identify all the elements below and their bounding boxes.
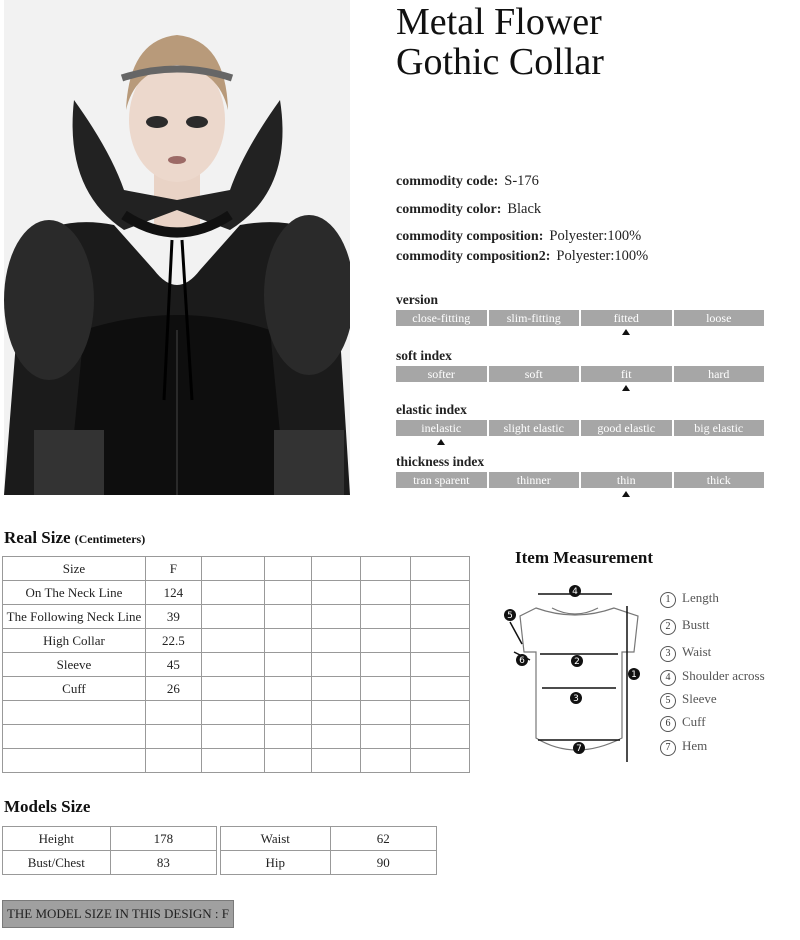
legend-number: 6 — [660, 716, 676, 732]
legend-number: 4 — [660, 670, 676, 686]
table-cell: 39 — [145, 605, 201, 629]
table-row — [3, 629, 470, 653]
legend-item-hem — [660, 738, 707, 756]
table-row — [3, 701, 470, 725]
index-option: close-fitting — [396, 310, 487, 326]
table-cell: 26 — [145, 677, 201, 701]
table-header-cell: Size — [3, 557, 146, 581]
table-cell: 62 — [330, 827, 436, 851]
legend-number: 1 — [660, 592, 676, 608]
legend-number: 7 — [660, 740, 676, 756]
index-option: slim-fitting — [489, 310, 580, 326]
models-size-title: Models Size — [4, 797, 91, 816]
real-size-title — [4, 528, 145, 548]
index-bar-version — [396, 310, 764, 326]
real-size-heading: Real Size — [4, 528, 71, 547]
table-row — [3, 605, 470, 629]
table-cell: Bust/Chest — [3, 851, 111, 875]
spec-label: commodity composition2: — [396, 249, 551, 264]
svg-text:6: 6 — [519, 656, 525, 666]
index-label-soft: soft index — [396, 348, 452, 363]
spec-label: commodity composition: — [396, 229, 544, 244]
title-line-2: Gothic Collar — [396, 41, 604, 83]
index-option-selected: fit — [581, 366, 672, 382]
table-cell: 83 — [110, 851, 216, 875]
table-cell: 90 — [330, 851, 436, 875]
index-option: tran sparent — [396, 472, 487, 488]
index-option-selected: inelastic — [396, 420, 487, 436]
table-row — [221, 827, 437, 851]
table-cell: High Collar — [3, 629, 146, 653]
legend-item-bust — [660, 617, 709, 635]
svg-text:2: 2 — [574, 657, 580, 667]
index-bar-thickness — [396, 472, 764, 488]
legend-item-length — [660, 590, 719, 608]
spec-composition — [396, 228, 641, 245]
legend-label: Cuff — [682, 714, 706, 729]
item-measurement-title: Item Measurement — [515, 548, 654, 567]
spec-label: commodity code: — [396, 174, 499, 189]
table-row — [3, 677, 470, 701]
table-row — [3, 851, 217, 875]
table-cell: On The Neck Line — [3, 581, 146, 605]
real-size-table — [2, 556, 470, 773]
svg-text:5: 5 — [507, 611, 513, 621]
table-cell: 178 — [110, 827, 216, 851]
index-option: thick — [674, 472, 765, 488]
product-photo — [4, 0, 350, 495]
index-option: loose — [674, 310, 765, 326]
real-size-unit: (Centimeters) — [74, 532, 146, 546]
svg-text:4: 4 — [572, 587, 578, 597]
table-row — [221, 851, 437, 875]
table-cell: Hip — [221, 851, 331, 875]
table-row — [3, 557, 470, 581]
table-row — [3, 725, 470, 749]
spec-label: commodity color: — [396, 202, 502, 217]
models-size-table-right — [220, 826, 437, 875]
legend-item-cuff — [660, 714, 706, 732]
legend-number: 3 — [660, 646, 676, 662]
table-cell: Waist — [221, 827, 331, 851]
spec-value: Polyester:100% — [549, 228, 642, 244]
index-option: good elastic — [581, 420, 672, 436]
table-cell: 45 — [145, 653, 201, 677]
legend-label: Sleeve — [682, 691, 717, 706]
table-cell: 124 — [145, 581, 201, 605]
title-line-1: Metal Flower — [396, 1, 602, 43]
table-cell: Sleeve — [3, 653, 146, 677]
legend-label: Shoulder across — [682, 668, 765, 683]
index-label-version: version — [396, 292, 438, 307]
spec-value: S-176 — [504, 173, 539, 189]
measurement-diagram — [500, 582, 650, 772]
legend-item-sleeve — [660, 691, 717, 709]
index-option: big elastic — [674, 420, 765, 436]
index-option: hard — [674, 366, 765, 382]
index-option: softer — [396, 366, 487, 382]
table-cell: Height — [3, 827, 111, 851]
table-cell: The Following Neck Line — [3, 605, 146, 629]
models-size-table-left — [2, 826, 217, 875]
table-row — [3, 827, 217, 851]
table-cell: Cuff — [3, 677, 146, 701]
model-size-note: THE MODEL SIZE IN THIS DESIGN : F — [2, 900, 234, 928]
svg-text:3: 3 — [573, 694, 579, 704]
legend-label: Hem — [682, 738, 708, 753]
table-header-cell: F — [145, 557, 201, 581]
index-label-thickness: thickness index — [396, 454, 485, 469]
svg-text:1: 1 — [631, 670, 637, 680]
index-label-elastic: elastic index — [396, 402, 467, 417]
legend-label: Bustt — [682, 617, 710, 632]
table-row — [3, 653, 470, 677]
spec-value: Black — [507, 201, 542, 217]
spec-color — [396, 201, 541, 218]
spec-code — [396, 173, 539, 190]
index-option-selected: fitted — [581, 310, 672, 326]
table-cell: 22.5 — [145, 629, 201, 653]
index-option: thinner — [489, 472, 580, 488]
table-row — [3, 749, 470, 773]
index-bar-soft — [396, 366, 764, 382]
legend-number: 2 — [660, 619, 676, 635]
spec-value: Polyester:100% — [556, 248, 649, 264]
spec-composition2 — [396, 248, 648, 265]
table-row — [3, 581, 470, 605]
product-title — [396, 2, 604, 82]
index-option: soft — [489, 366, 580, 382]
legend-item-shoulder — [660, 668, 765, 686]
svg-text:7: 7 — [576, 744, 582, 754]
legend-item-waist — [660, 644, 711, 662]
index-option-selected: thin — [581, 472, 672, 488]
legend-label: Waist — [682, 644, 712, 659]
legend-label: Length — [682, 590, 719, 605]
index-bar-elastic — [396, 420, 764, 436]
index-option: slight elastic — [489, 420, 580, 436]
legend-number: 5 — [660, 693, 676, 709]
